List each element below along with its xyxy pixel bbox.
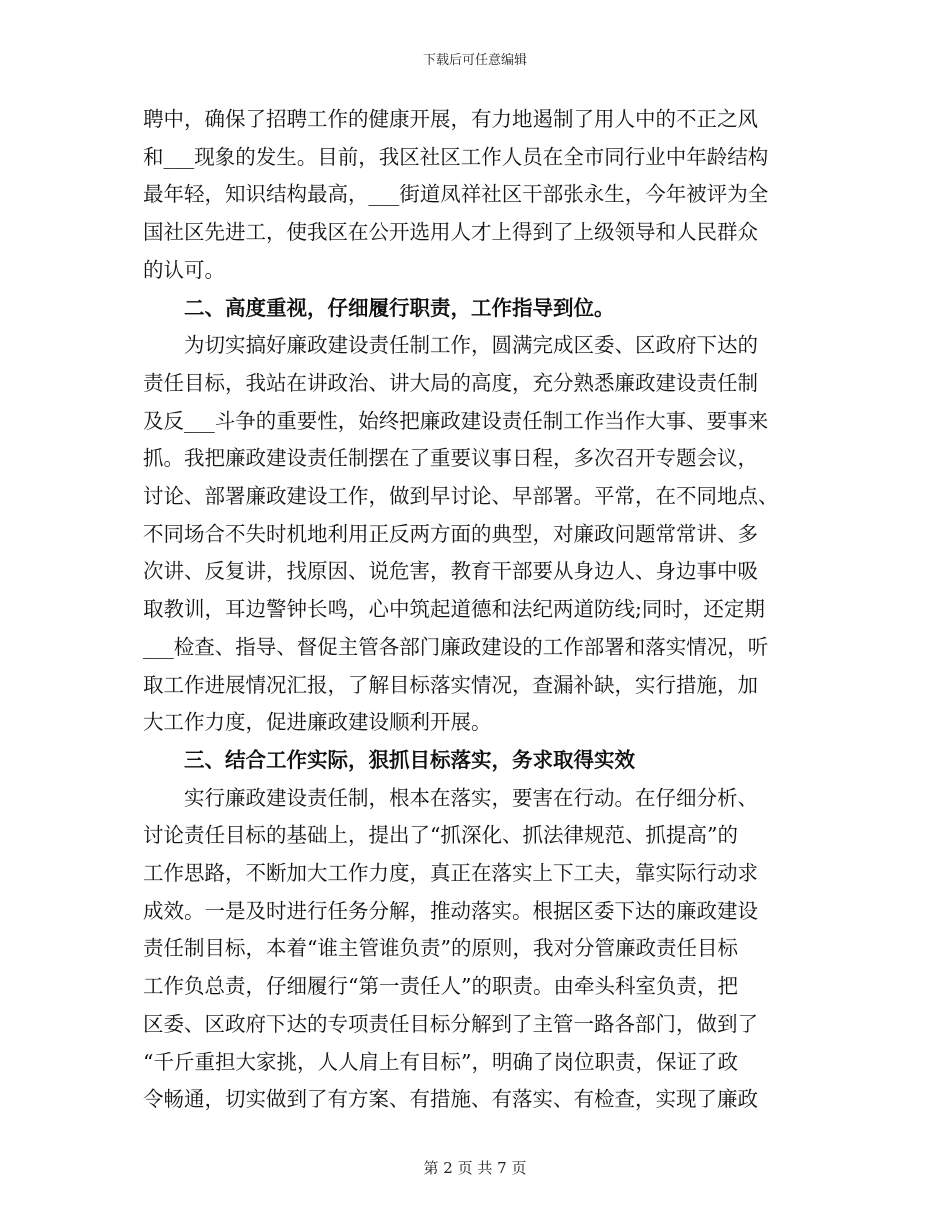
body-text-line: 次讲、反复讲，找原因、说危害，教育干部要从身边人、身边事中吸 [143,559,758,584]
body-text-line: 不同场合不失时机地利用正反两方面的典型，对廉政问题常常讲、多 [143,521,758,546]
body-text-line: 讨论、部署廉政建设工作，做到早讨论、早部署。平常，在不同地点、 [143,484,779,509]
body-text-line: “千斤重担大家挑，人人肩上有目标”，明确了岗位职责，保证了政 [143,1049,738,1074]
body-text-line: 令畅通，切实做到了有方案、有措施、有落实、有检查，实现了廉政 [143,1087,758,1112]
body-text-line: ___检查、指导、督促主管各部门廉政建设的工作部署和落实情况，听 [143,634,769,659]
body-text-line: 聘中，确保了招聘工作的健康开展，有力地遏制了用人中的不正之风 [143,107,758,131]
body-text-line: 工作思路，不断加大工作力度，真正在落实上下工夫，靠实际行动求 [143,861,758,886]
body-text-line: 及反___斗争的重要性，始终把廉政建设责任制工作当作大事、要事来 [143,408,769,433]
body-text-line: 抓。我把廉政建设责任制摆在了重要议事日程，多次召开专题会议， [143,446,758,471]
body-text-line: 取工作进展情况汇报，了解目标落实情况，查漏补缺，实行措施，加 [143,672,758,697]
body-text-line: 取教训，耳边警钟长鸣，心中筑起道德和法纪两道防线;同时，还定期 [143,597,765,622]
body-text-line: 责任目标，我站在讲政治、讲大局的高度，充分熟悉廉政建设责任制 [143,370,758,395]
body-text-line: 责任制目标，本着“谁主管谁负责”的原则，我对分管廉政责任目标 [143,936,738,961]
body-text-line: 的认可。 [143,257,225,282]
body-text-line: 工作负总责，仔细履行“第一责任人”的职责。由牵头科室负责，把 [143,974,738,999]
body-text-line: 成效。一是及时进行任务分解，推动落实。根据区委下达的廉政建设 [143,898,758,923]
body-text-line: 大工作力度，促进廉政建设顺利开展。 [143,710,492,735]
section-heading: 二、高度重视，仔细履行职责，工作指导到位。 [184,295,615,320]
section-heading: 三、结合工作实际，狠抓目标落实，务求取得实效 [184,747,635,772]
body-text-line: 为切实搞好廉政建设责任制工作，圆满完成区委、区政府下达的 [184,333,758,358]
body-text-line: 国社区先进工，使我区在公开选用人才上得到了上级领导和人民群众 [143,220,758,245]
body-text-line: 和___现象的发生。目前，我区社区工作人员在全市同行业中年龄结构 [143,144,769,169]
page-header: 下载后可任意编辑 [422,53,527,68]
body-text-line: 实行廉政建设责任制，根本在落实，要害在行动。在仔细分析、 [184,785,758,810]
body-text-line: 讨论责任目标的基础上，提出了“抓深化、抓法律规范、抓提高”的 [143,823,738,848]
document-body [143,101,813,1119]
page-footer: 第 2 页 共 7 页 [423,1159,527,1177]
body-text-line: 最年轻，知识结构最高，___街道凤祥社区干部张永生，今年被评为全 [143,182,769,207]
body-text-line: 区委、区政府下达的专项责任目标分解到了主管一路各部门，做到了 [143,1011,758,1036]
